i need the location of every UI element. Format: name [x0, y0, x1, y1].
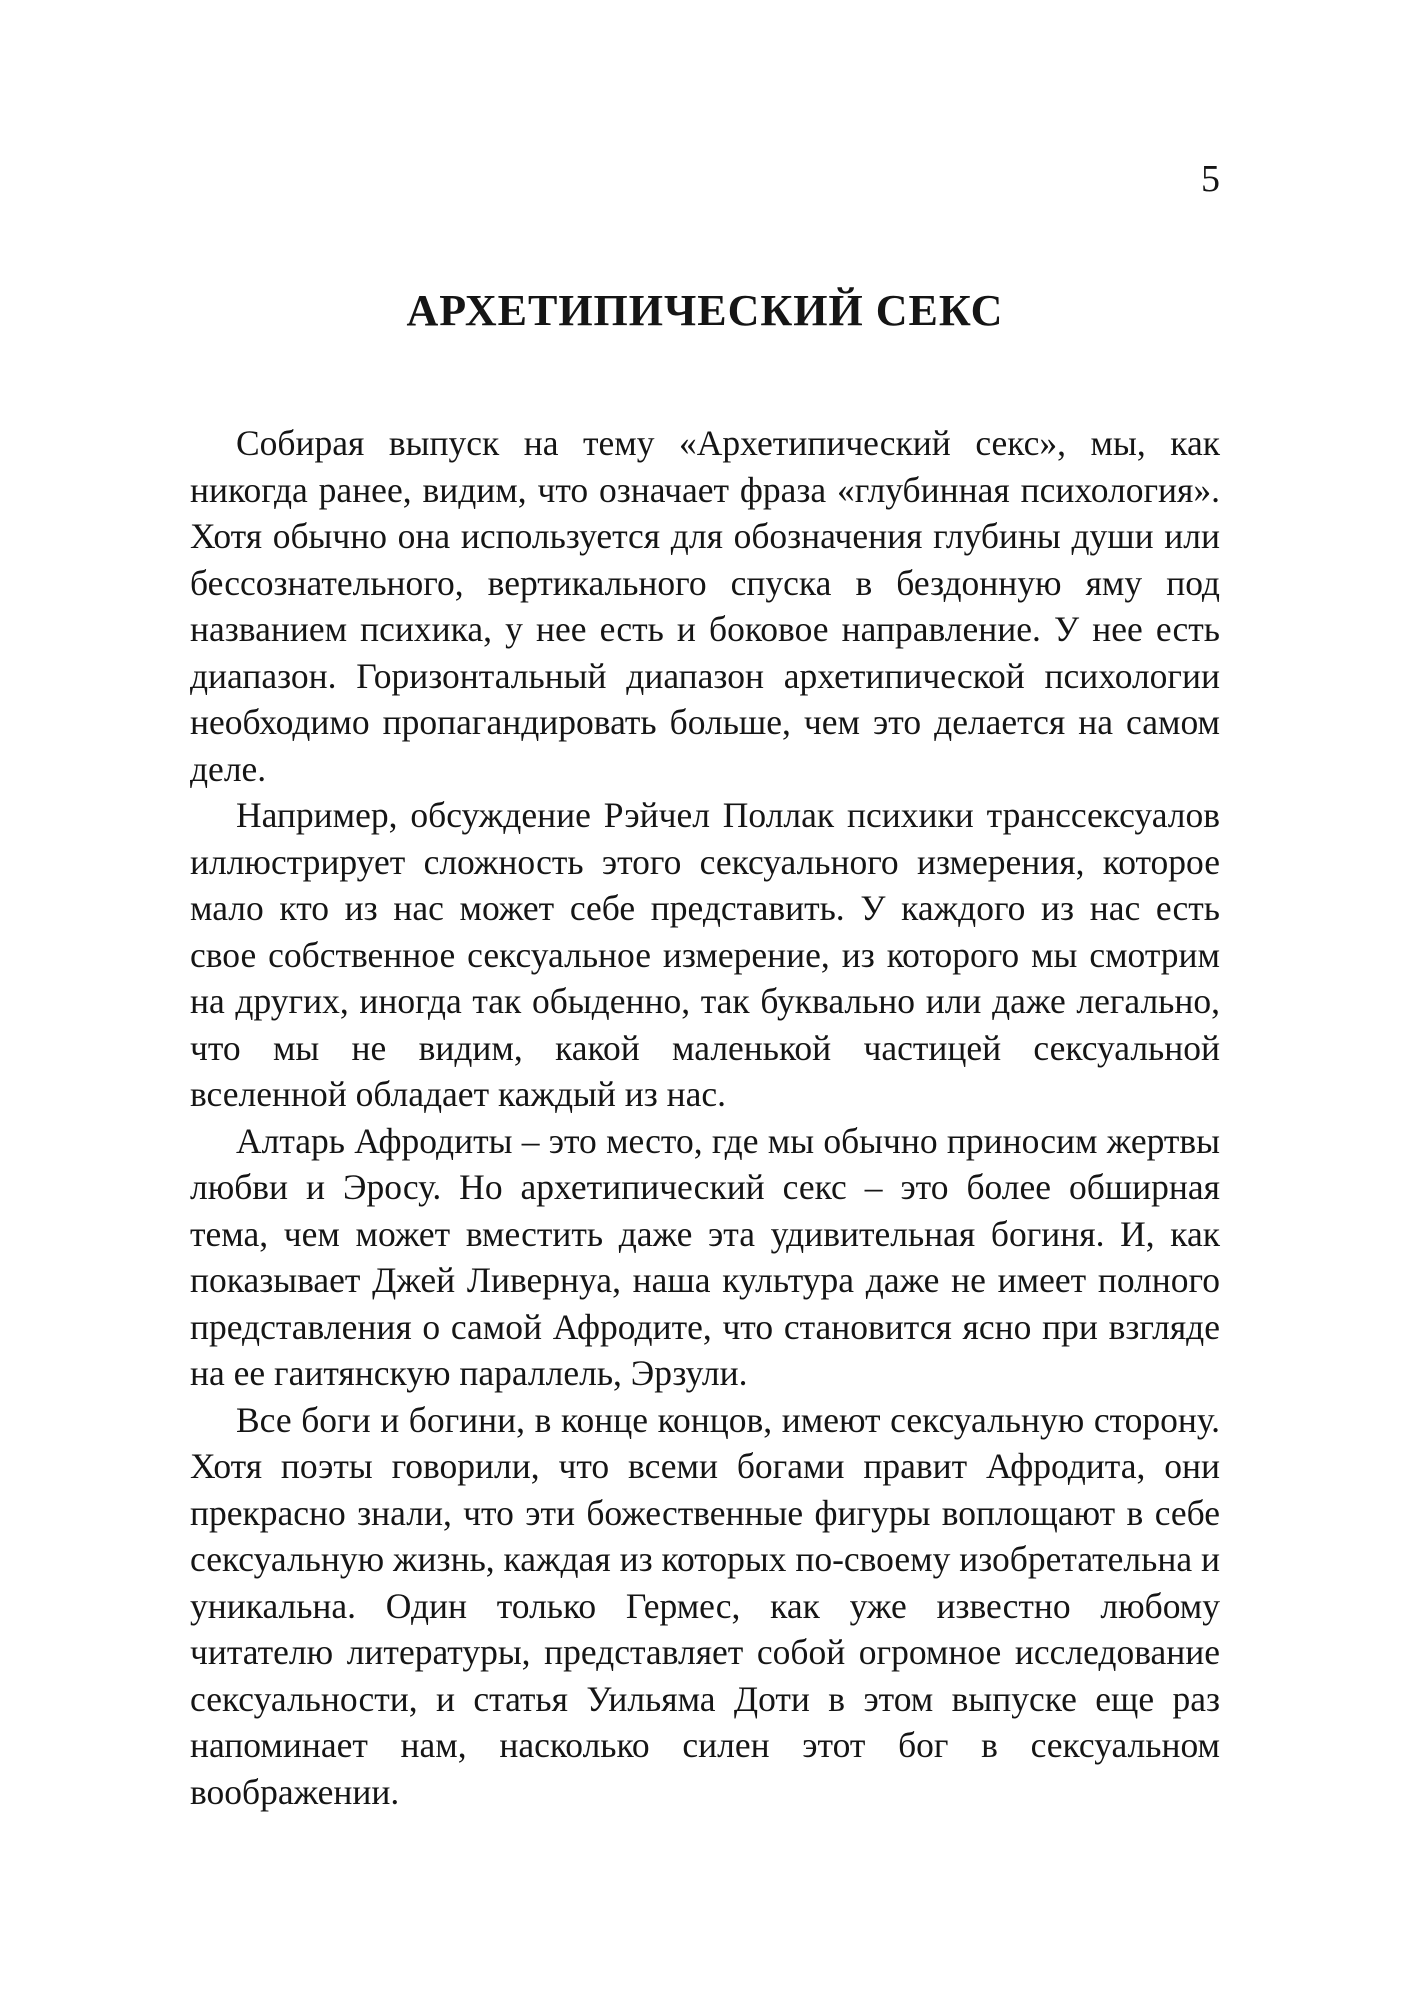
paragraph: Собирая выпуск на тему «Архетипический секс», мы, как никогда ранее, видим, что означает фраза «глубинная психология». Хотя обычно она используется для обозначения глубины души или бессознательного, вертикального спуска в бездонную яму под названием психика, у нее есть и боковое направление. У нее есть диапазон. Горизонтальный диапазон архетипической психологии необходимо пропагандировать больше, чем это делается на самом деле. — [190, 423, 1220, 789]
paragraph: Все боги и богини, в конце концов, имеют сексуальную сторону. Хотя поэты говорили, что всеми богами правит Афродита, они прекрасно знали, что эти божественные фигуры воплощают в себе сексуальную жизнь, каждая из которых по-своему изобретательна и уникальна. Один только Гермес, как уже известно любому читателю литературы, представляет собой огромное исследование сексуальности, и статья Уильяма Доти в этом выпуске еще раз напоминает нам, насколько силен этот бог в сексуальном воображении. — [190, 1399, 1220, 1812]
chapter-title: АРХЕТИПИЧЕСКИЙ СЕКС — [406, 286, 1004, 335]
page-number: 5 — [1201, 158, 1220, 200]
paragraph: Например, обсуждение Рэйчел Поллак психики транссексуалов иллюстрирует сложность этого сексуального измерения, которое мало кто из нас может себе представить. У каждого из нас есть свое собственное сексуальное измерение, из которого мы смотрим на других, иногда так обыденно, так буквально или даже легально, что мы не видим, какой маленькой частицей сексуальной вселенной обладает каждый из нас. — [190, 795, 1220, 1114]
paragraph: Алтарь Афродиты – это место, где мы обычно приносим жертвы любви и Эросу. Но архетипический секс – это более обширная тема, чем может вместить даже эта удивительная богиня. И, как показывает Джей Ливернуа, наша культура даже не имеет полного представления о самой Афродите, что становится ясно при взгляде на ее гаитянскую параллель, Эрзули. — [190, 1120, 1220, 1393]
body-text — [190, 420, 1220, 1815]
